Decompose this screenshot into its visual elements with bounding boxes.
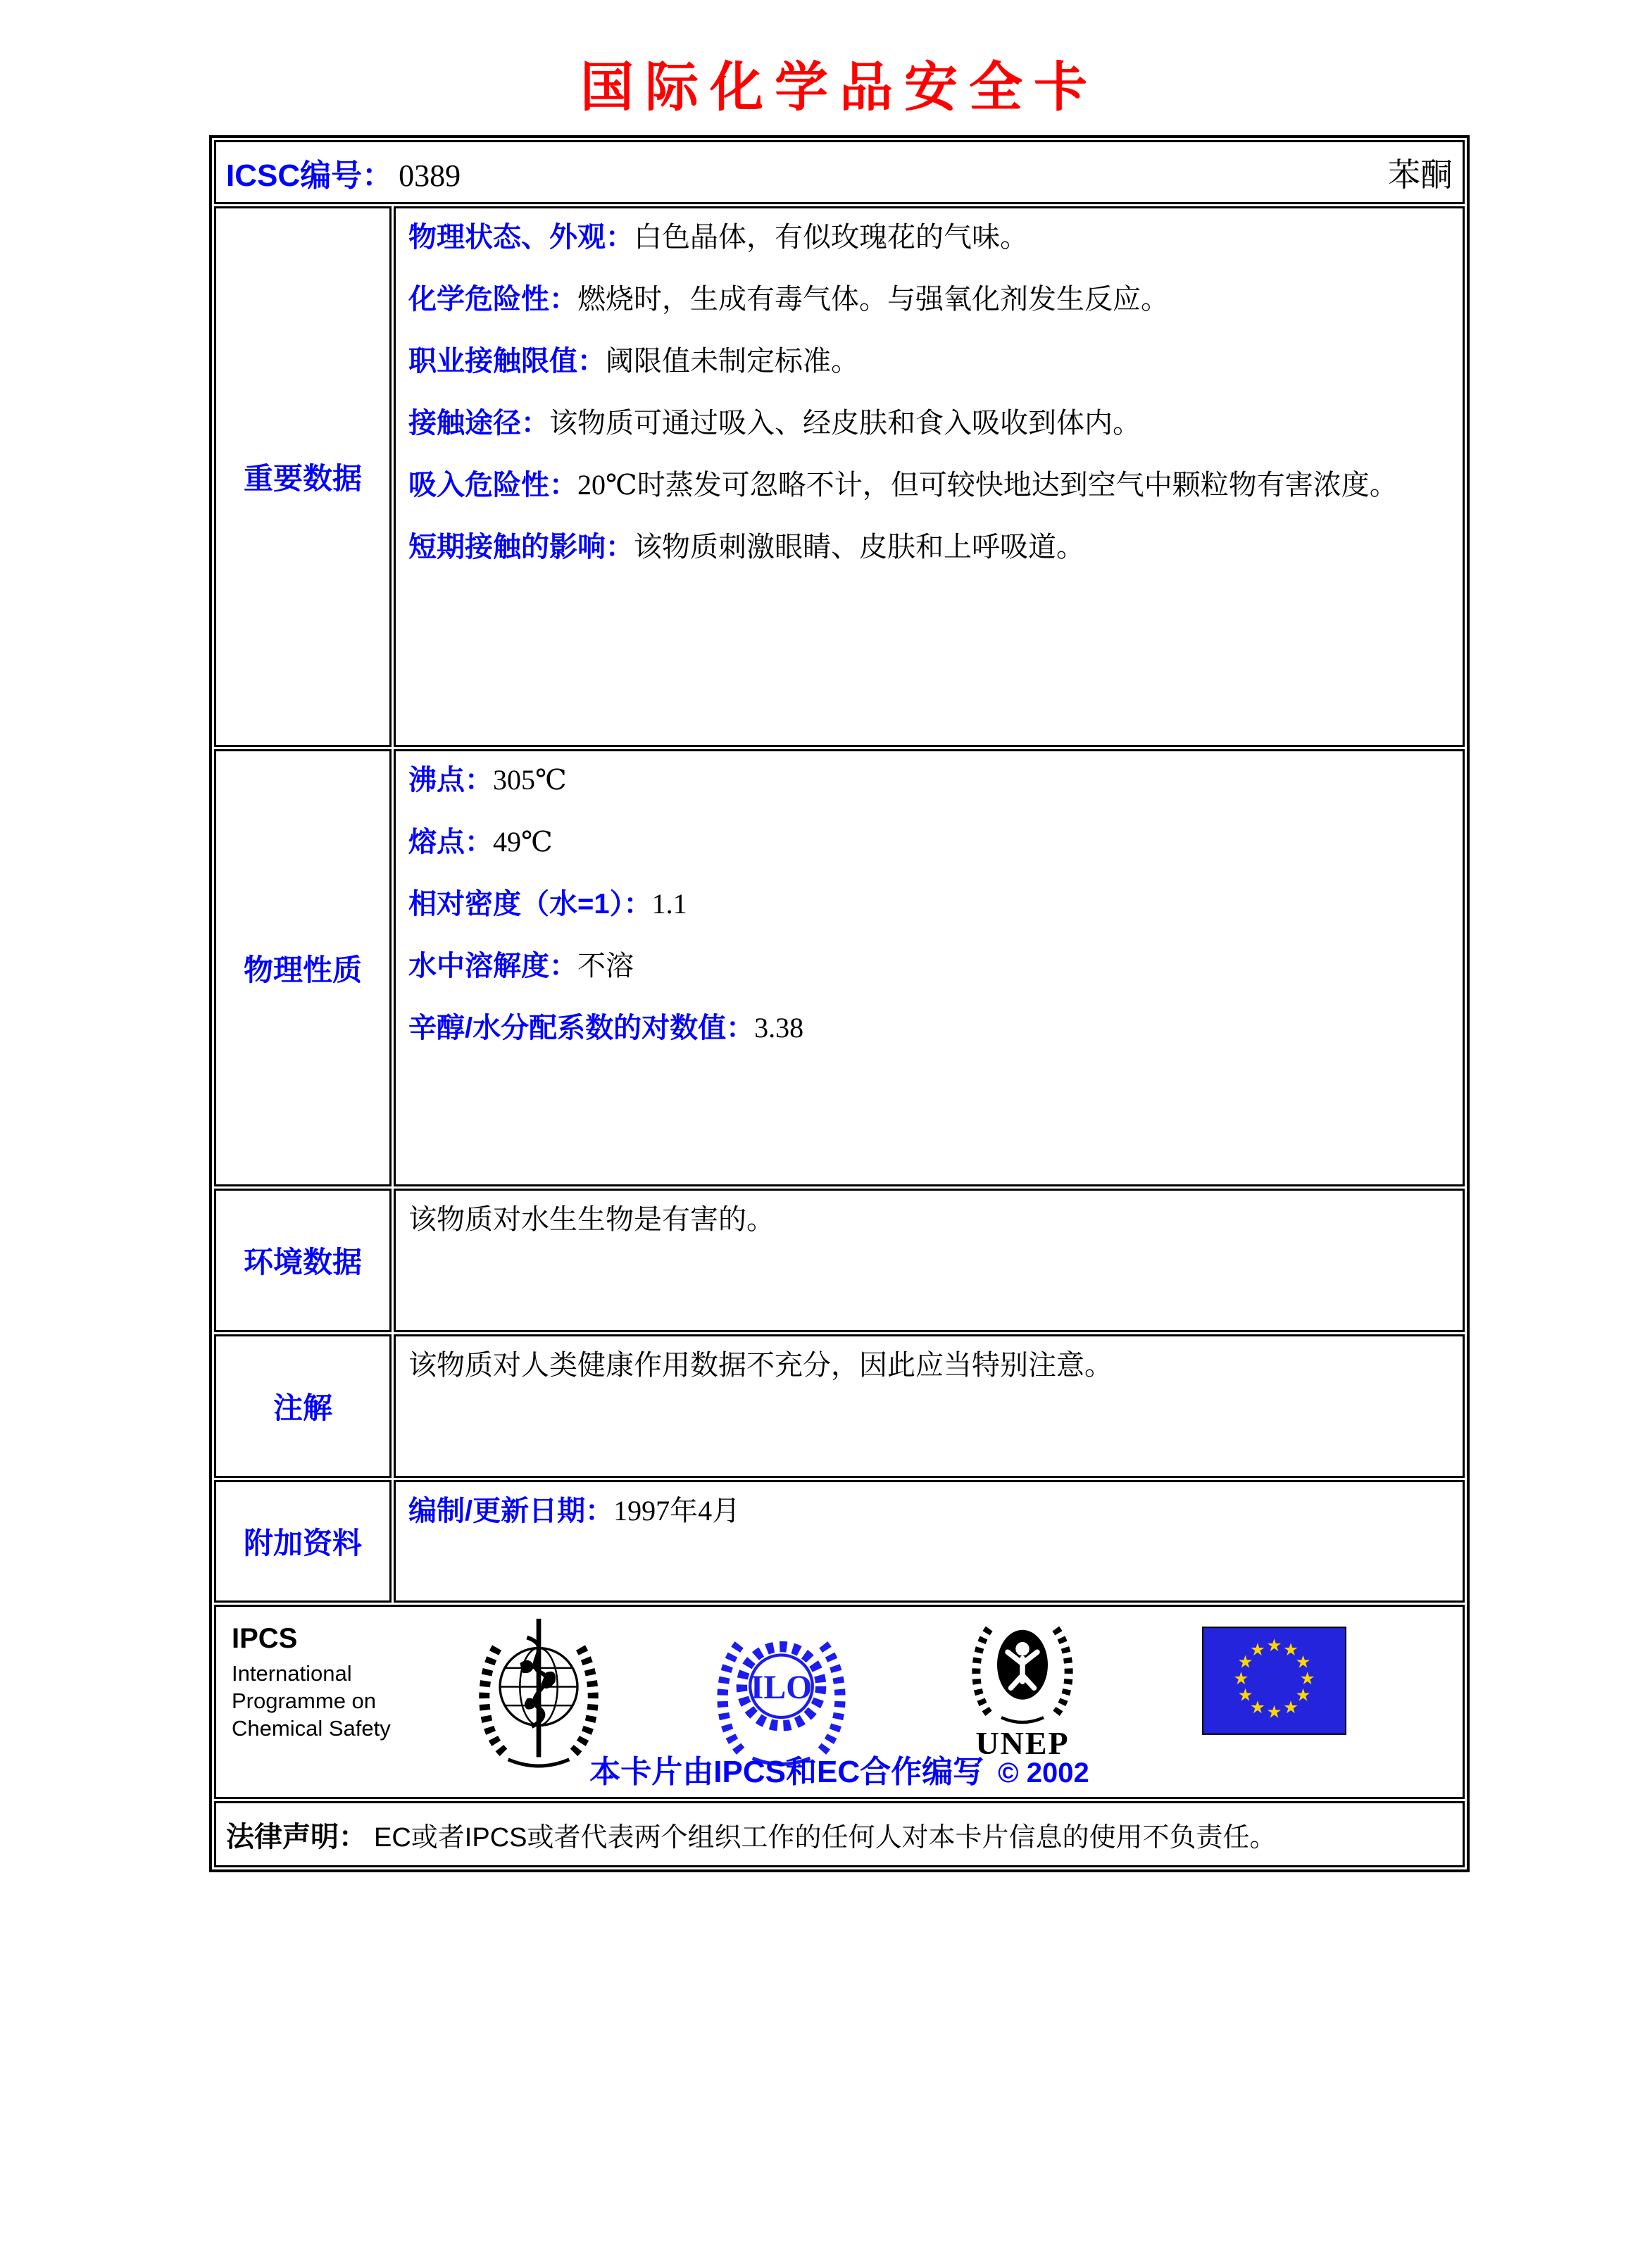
- field-label: 职业接触限值：: [408, 346, 606, 377]
- data-line: [408, 820, 1450, 864]
- data-line: [408, 882, 1450, 926]
- svg-text:★: ★: [1237, 1684, 1253, 1705]
- field-value: 该物质刺激眼睛、皮肤和上呼吸道。: [634, 531, 1084, 563]
- ilo-logo-text: ILO: [750, 1669, 813, 1706]
- field-label: 物理状态、外观：: [408, 222, 634, 253]
- field-value: 不溶: [577, 950, 634, 982]
- logos-row: [214, 1605, 1465, 1799]
- svg-text:★: ★: [1266, 1701, 1282, 1722]
- field-label: 熔点：: [408, 827, 493, 858]
- field-value: 3.38: [754, 1012, 804, 1044]
- field-value: 49℃: [493, 826, 553, 858]
- field-label: 接触途径：: [408, 408, 549, 439]
- ipcs-line: International: [232, 1661, 352, 1686]
- field-value: 1.1: [651, 888, 687, 920]
- section-label-environmental-data: 环境数据: [214, 1189, 392, 1332]
- field-label: 吸入危险性：: [408, 470, 577, 501]
- field-label: 水中溶解度：: [408, 951, 577, 982]
- section-label-additional-info: 附加资料: [214, 1480, 392, 1603]
- data-line: [408, 1006, 1450, 1050]
- unep-logo-block: [949, 1614, 1096, 1762]
- section-content-physical-properties: [394, 749, 1465, 1186]
- chemical-name: 苯酮: [1388, 156, 1453, 193]
- section-label-physical-properties: 物理性质: [214, 749, 392, 1186]
- icsc-number-group: [226, 150, 461, 195]
- svg-text:★: ★: [1249, 1697, 1265, 1718]
- legal-text: EC或者IPCS或者代表两个组织工作的任何人对本卡片信息的使用不负责任。: [374, 1822, 1277, 1853]
- field-label: 化学危险性：: [408, 284, 577, 315]
- field-label: 辛醇/水分配系数的对数值：: [408, 1013, 755, 1044]
- svg-text:★: ★: [1237, 1651, 1253, 1672]
- field-value: 1997年4月: [613, 1495, 741, 1527]
- section-content-additional-info: [394, 1480, 1465, 1603]
- data-line: [408, 277, 1450, 321]
- legal-row: [214, 1801, 1465, 1867]
- svg-text:★: ★: [1295, 1651, 1311, 1672]
- section-label-important-data: 重要数据: [214, 206, 392, 747]
- data-line: [408, 339, 1450, 383]
- ipcs-line: Chemical Safety: [232, 1715, 391, 1741]
- data-line: [408, 463, 1450, 507]
- eu-flag-icon: [1202, 1627, 1346, 1735]
- field-value: 白色晶体，有似玫瑰花的气味。: [634, 221, 1028, 253]
- icsc-table: [209, 135, 1470, 1872]
- field-value: 阈限值未制定标准。: [606, 345, 859, 377]
- section-label-notes: 注解: [214, 1334, 392, 1478]
- field-value: 该物质对水生生物是有害的。: [408, 1203, 775, 1235]
- legal-label: 法律声明：: [226, 1821, 367, 1853]
- ipcs-line: Programme on: [232, 1688, 377, 1713]
- copyright-text: © 2002: [998, 1758, 1089, 1788]
- field-value: 305℃: [493, 764, 567, 796]
- svg-text:★: ★: [1295, 1684, 1311, 1705]
- data-line: [408, 215, 1450, 259]
- field-value: 20℃时蒸发可忽略不计，但可较快地达到空气中颗粒物有害浓度。: [577, 469, 1398, 501]
- svg-text:★: ★: [1249, 1639, 1265, 1660]
- field-label: 编制/更新日期：: [408, 1496, 614, 1527]
- unep-logo-icon: [959, 1614, 1086, 1725]
- section-content-important-data: [394, 206, 1465, 747]
- svg-text:★: ★: [1266, 1634, 1282, 1655]
- caption-text: 本卡片由IPCS和EC合作编写: [589, 1755, 984, 1789]
- data-line: [408, 525, 1450, 569]
- data-line: [408, 1489, 1450, 1533]
- ipcs-acronym: IPCS: [232, 1623, 298, 1654]
- field-value: 该物质对人类健康作用数据不充分，因此应当特别注意。: [408, 1349, 1113, 1381]
- field-label: 相对密度（水=1）：: [408, 889, 652, 920]
- svg-text:★: ★: [1283, 1697, 1299, 1718]
- svg-text:★: ★: [1283, 1639, 1299, 1660]
- ipcs-text-block: [232, 1621, 391, 1742]
- icsc-number-label: ICSC编号：: [226, 158, 394, 193]
- data-line: [408, 1343, 1450, 1387]
- unep-logo-text: UNEP: [975, 1725, 1070, 1761]
- page-title: 国际化学品安全卡: [580, 57, 1099, 118]
- field-label: 沸点：: [408, 765, 493, 796]
- data-line: [408, 758, 1450, 802]
- footer-caption: [216, 1746, 1463, 1791]
- icsc-number-value: 0389: [399, 158, 461, 193]
- data-line: [408, 1198, 1450, 1241]
- svg-text:★: ★: [1299, 1668, 1315, 1689]
- field-value: 燃烧时，生成有毒气体。与强氧化剂发生反应。: [577, 283, 1169, 315]
- field-value: 该物质可通过吸入、经皮肤和食入吸收到体内。: [549, 407, 1141, 439]
- svg-text:★: ★: [1233, 1668, 1249, 1689]
- field-label: 短期接触的影响：: [408, 532, 634, 563]
- data-line: [408, 401, 1450, 445]
- section-content-notes: [394, 1334, 1465, 1478]
- section-content-environmental-data: [394, 1189, 1465, 1332]
- header-row: [214, 140, 1465, 204]
- data-line: [408, 944, 1450, 988]
